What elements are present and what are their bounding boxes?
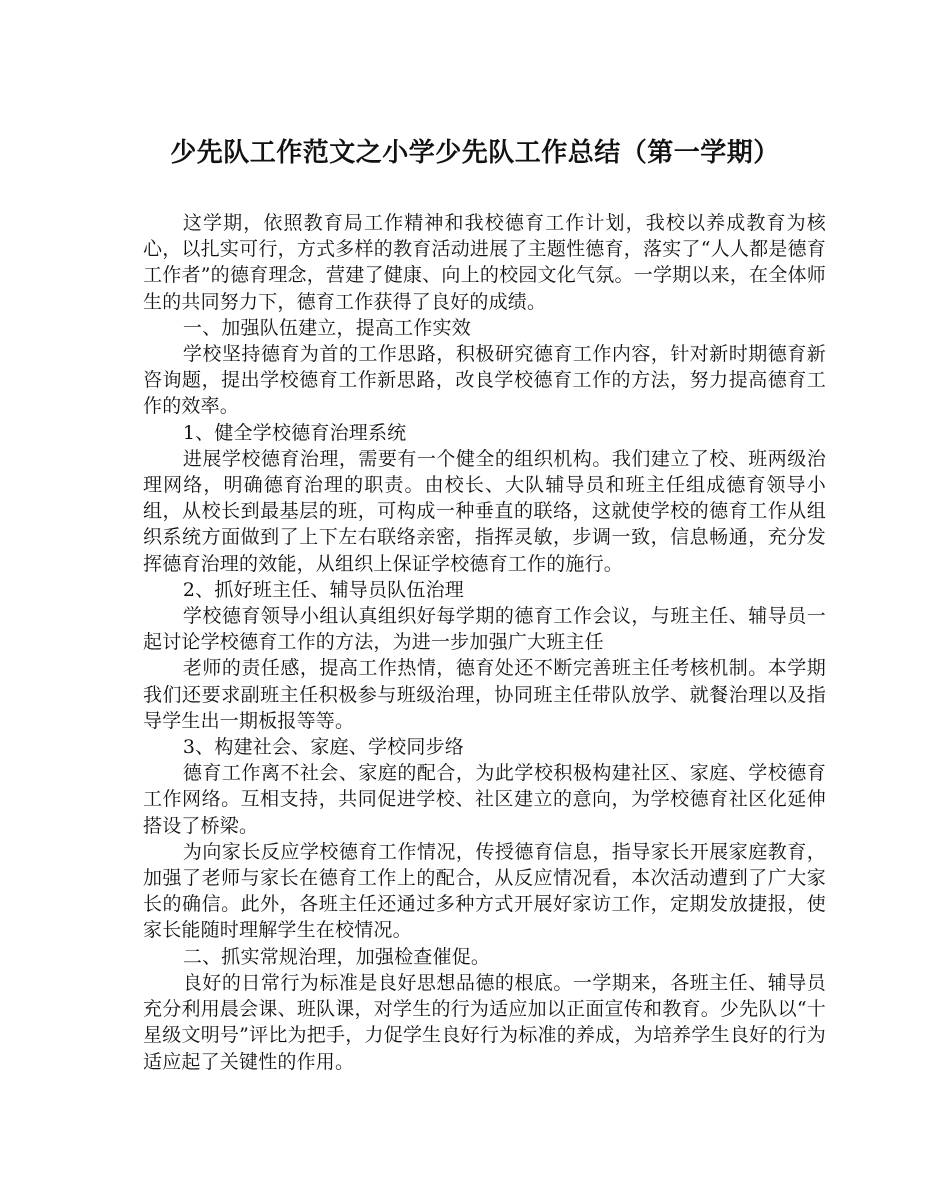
paragraph-subsection-2b: 老师的责任感，提高工作热情，德育处还不断完善班主任考核机制。本学期我们还要求副班主任积极参与班级治理，协同班主任带队放学、就餐治理以及指导学生出一期板报等等。 <box>143 657 826 732</box>
section-heading-1: 一、加强队伍建立，提高工作实效 <box>182 316 471 339</box>
paragraph-intro: 这学期，依照教育局工作精神和我校德育工作计划，我校以养成教育为核心，以扎实可行，方式多样的教育活动进展了主题性德育，落实了“人人都是德育工作者”的德育理念，营建了健康、向上的校园文化气氛。一学期以来，在全体师生的共同努力下，德育工作获得了良好的成绩。 <box>143 212 826 313</box>
paragraph-section-2: 良好的日常行为标准是良好思想品德的根底。一学期来，各班主任、辅导员充分利用晨会课、班队课，对学生的行为适应加以正面宣传和教育。少先队以“十星级文明号”评比为把手，力促学生良好行为标准的养成，为培养学生良好的行为适应起了关键性的作用。 <box>143 971 826 1073</box>
paragraph-subsection-3a: 德育工作离不社会、家庭的配合，为此学校积极构建社区、家庭、学校德育工作网络。互相支持，共同促进学校、社区建立的意向，为学校德育社区化延伸搭设了桥梁。 <box>143 762 826 837</box>
subsection-heading-3: 3、构建社会、家庭、学校同步络 <box>182 736 464 759</box>
section-heading-2: 二、抓实常规治理，加强检查催促。 <box>182 945 491 968</box>
document-body <box>143 210 826 1075</box>
document-title: 少先队工作范文之小学少先队工作总结（第一学期） <box>170 138 780 168</box>
paragraph-subsection-2a: 学校德育领导小组认真组织好每学期的德育工作会议，与班主任、辅导员一起讨论学校德育工作的方法，为进一步加强广大班主任 <box>143 605 826 654</box>
paragraph-subsection-3b: 为向家长反应学校德育工作情况，传授德育信息，指导家长开展家庭教育，加强了老师与家长在德育工作上的配合，从反应情况看，本次活动遭到了广大家长的确信。此外，各班主任还通过多种方式开展好家访工作，定期发放捷报，使家长能随时理解学生在校情况。 <box>143 840 826 942</box>
paragraph-section-1: 学校坚持德育为首的工作思路，积极研究德育工作内容，针对新时期德育新咨询题，提出学校德育工作新思路，改良学校德育工作的方法，努力提高德育工作的效率。 <box>143 343 826 418</box>
subsection-heading-1: 1、健全学校德育治理系统 <box>182 421 407 444</box>
paragraph-subsection-1: 进展学校德育治理，需要有一个健全的组织机构。我们建立了校、班两级治理网络，明确德育治理的职责。由校长、大队辅导员和班主任组成德育领导小组，从校长到最基层的班，可构成一种垂直的联络，这就使学校的德育工作从组织系统方面做到了上下左右联络亲密，指挥灵敏，步调一致，信息畅通，充分发挥德育治理的效能，从组织上保证学校德育工作的施行。 <box>143 447 826 575</box>
subsection-heading-2: 2、抓好班主任、辅导员队伍治理 <box>182 578 464 601</box>
